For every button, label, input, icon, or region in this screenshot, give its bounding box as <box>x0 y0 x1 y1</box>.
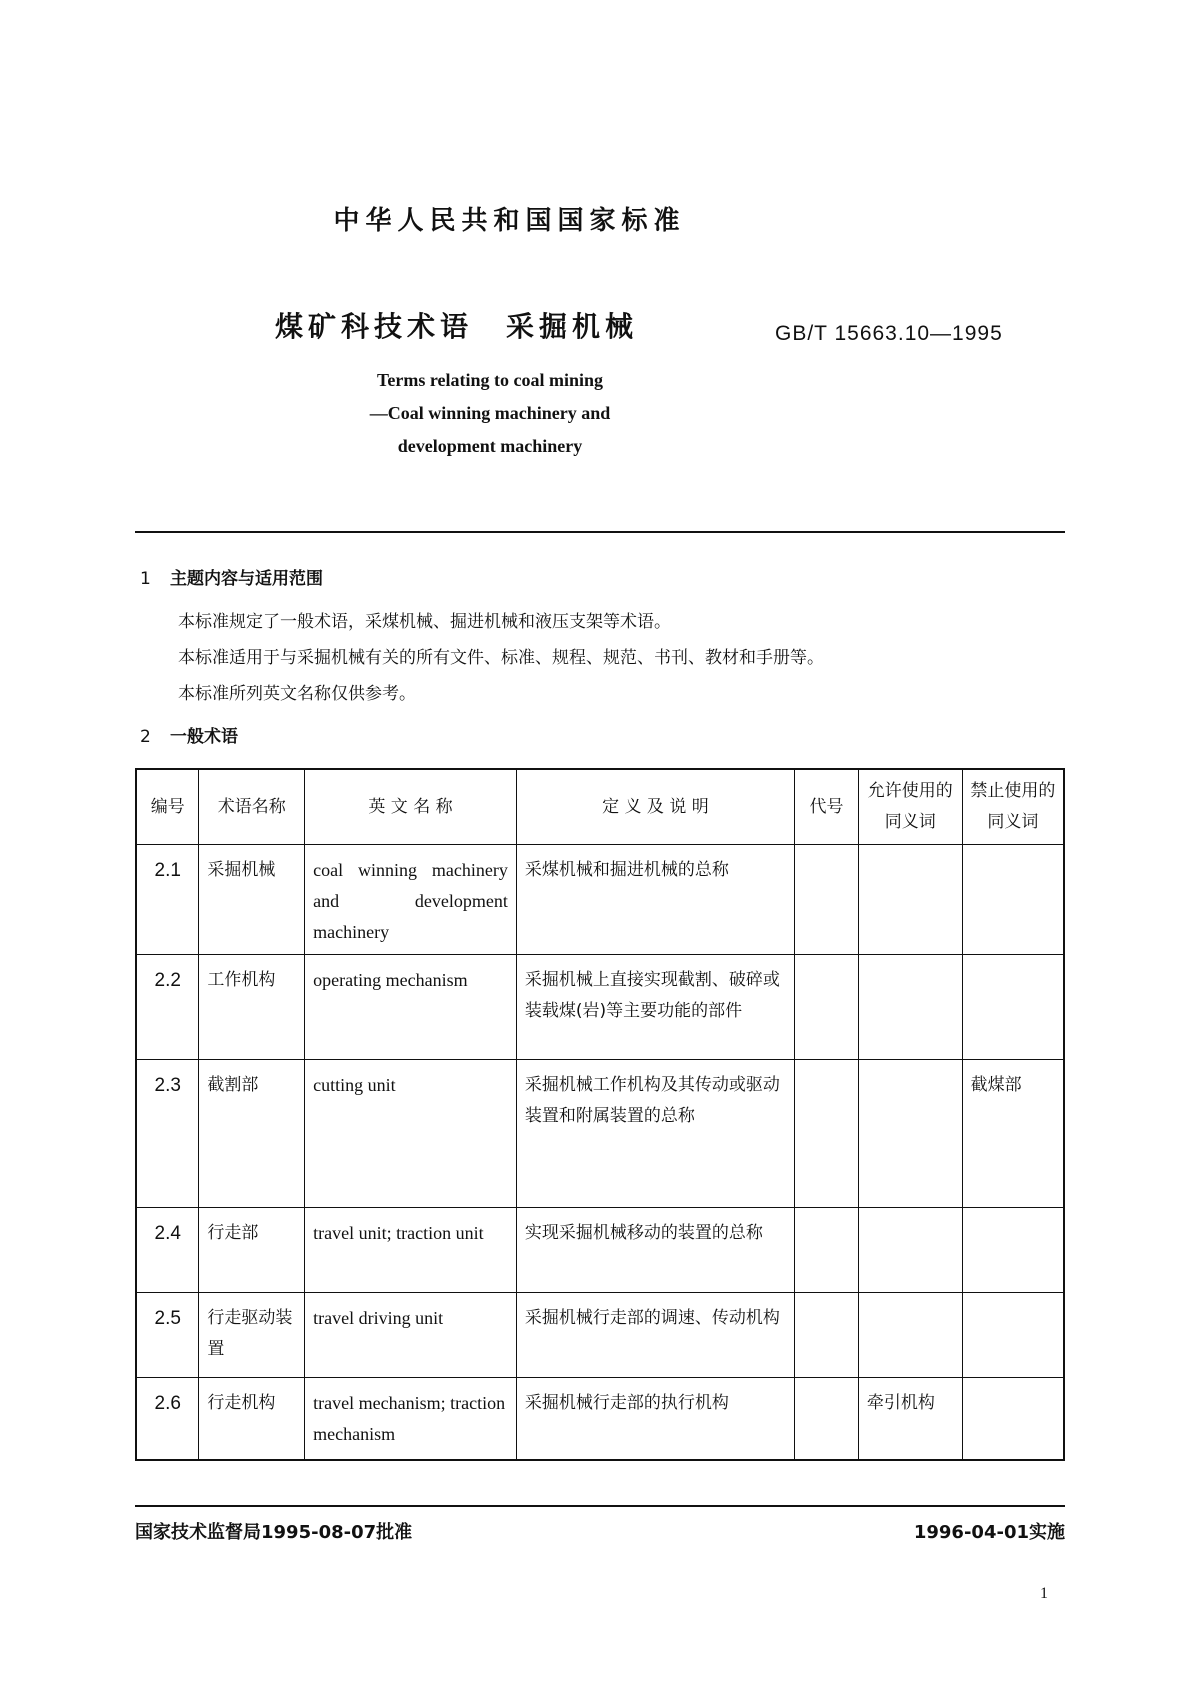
col-header-forbidden-synonym: 禁止使用的同义词 <box>962 769 1064 845</box>
term-english: coal winning machinery and development machinery <box>305 845 517 955</box>
table-row <box>136 955 1064 1060</box>
allowed-synonym <box>858 955 962 1060</box>
term-id: 2.1 <box>136 845 199 955</box>
table-row <box>136 845 1064 955</box>
allowed-synonym <box>858 1208 962 1293</box>
term-id: 2.3 <box>136 1060 199 1208</box>
term-english: operating mechanism <box>305 955 517 1060</box>
col-header-code: 代号 <box>795 769 859 845</box>
forbidden-synonym <box>962 1378 1064 1460</box>
term-name: 行走机构 <box>199 1378 305 1460</box>
terms-table <box>135 768 1065 1461</box>
term-english: travel driving unit <box>305 1293 517 1378</box>
forbidden-synonym <box>962 1293 1064 1378</box>
allowed-synonym <box>858 1293 962 1378</box>
page-number: 1 <box>1040 1585 1048 1602</box>
col-header-english: 英 文 名 称 <box>305 769 517 845</box>
term-code <box>795 1208 859 1293</box>
allowed-synonym <box>858 1060 962 1208</box>
term-id: 2.2 <box>136 955 199 1060</box>
term-definition: 采煤机械和掘进机械的总称 <box>516 845 794 955</box>
standard-number: GB/T 15663.10—1995 <box>775 322 1003 345</box>
term-definition: 采掘机械行走部的调速、传动机构 <box>516 1293 794 1378</box>
section-title: 主题内容与适用范围 <box>170 569 323 589</box>
table-row <box>136 1293 1064 1378</box>
title-en-line: development machinery <box>397 436 583 456</box>
document-title-en <box>290 364 690 463</box>
term-english: cutting unit <box>305 1060 517 1208</box>
section-number: 2 <box>140 727 151 747</box>
term-id: 2.5 <box>136 1293 199 1378</box>
approval-date: 国家技术监督局1995-08-07批准 <box>135 1522 413 1543</box>
term-code <box>795 845 859 955</box>
term-definition: 采掘机械上直接实现截割、破碎或装载煤(岩)等主要功能的部件 <box>516 955 794 1060</box>
col-header-allowed-synonym: 允许使用的同义词 <box>858 769 962 845</box>
paragraph: 本标准所列英文名称仅供参考。 <box>178 684 416 704</box>
paragraph: 本标准规定了一般术语，采煤机械、掘进机械和液压支架等术语。 <box>178 612 671 632</box>
term-definition: 实现采掘机械移动的装置的总称 <box>516 1208 794 1293</box>
paragraph: 本标准适用于与采掘机械有关的所有文件、标准、规程、规范、书刊、教材和手册等。 <box>178 648 824 668</box>
table-row <box>136 1378 1064 1460</box>
section-title: 一般术语 <box>170 727 238 747</box>
term-definition: 采掘机械工作机构及其传动或驱动装置和附属装置的总称 <box>516 1060 794 1208</box>
term-name: 截割部 <box>199 1060 305 1208</box>
term-english: travel mechanism; traction mechanism <box>305 1378 517 1460</box>
header-divider <box>135 531 1065 533</box>
col-header-id: 编号 <box>136 769 199 845</box>
term-id: 2.4 <box>136 1208 199 1293</box>
section-1-heading <box>140 564 323 589</box>
implementation-date: 1996-04-01实施 <box>913 1522 1065 1543</box>
table-row <box>136 1208 1064 1293</box>
term-name: 行走部 <box>199 1208 305 1293</box>
forbidden-synonym <box>962 845 1064 955</box>
table-row <box>136 1060 1064 1208</box>
col-header-term: 术语名称 <box>199 769 305 845</box>
forbidden-synonym <box>962 1208 1064 1293</box>
section-number: 1 <box>140 569 151 589</box>
term-code <box>795 1378 859 1460</box>
term-id: 2.6 <box>136 1378 199 1460</box>
document-title-cn: 煤矿科技术语 采掘机械 <box>275 310 639 343</box>
term-english: travel unit; traction unit <box>305 1208 517 1293</box>
term-code <box>795 1060 859 1208</box>
allowed-synonym: 牵引机构 <box>858 1378 962 1460</box>
col-header-definition: 定 义 及 说 明 <box>516 769 794 845</box>
allowed-synonym <box>858 845 962 955</box>
forbidden-synonym <box>962 955 1064 1060</box>
term-definition: 采掘机械行走部的执行机构 <box>516 1378 794 1460</box>
term-name: 行走驱动装置 <box>199 1293 305 1378</box>
footer-divider <box>135 1505 1065 1507</box>
forbidden-synonym: 截煤部 <box>962 1060 1064 1208</box>
term-name: 采掘机械 <box>199 845 305 955</box>
term-code <box>795 955 859 1060</box>
term-name: 工作机构 <box>199 955 305 1060</box>
title-en-line: Terms relating to coal mining <box>377 370 603 390</box>
title-en-line: —Coal winning machinery and <box>369 403 611 423</box>
term-code <box>795 1293 859 1378</box>
section-2-heading <box>140 722 238 747</box>
national-standard-heading: 中华人民共和国国家标准 <box>333 206 686 236</box>
table-header-row <box>136 769 1064 845</box>
